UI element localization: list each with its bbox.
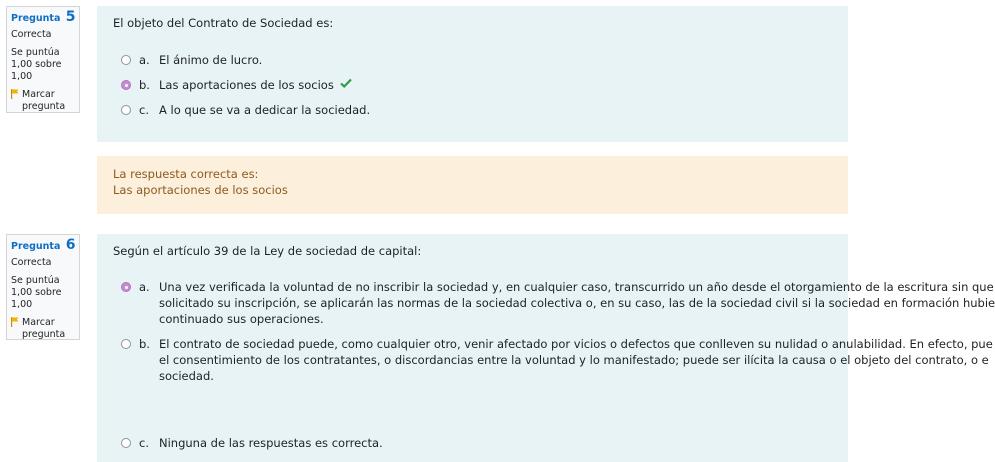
question-text: El objeto del Contrato de Sociedad es: [113, 16, 334, 30]
flag-icon [11, 89, 19, 103]
option-letter: c. [139, 103, 149, 117]
option-letter: c. [139, 436, 149, 450]
radio-button[interactable] [121, 55, 131, 65]
answer-option-a[interactable] [121, 52, 848, 68]
option-text [159, 279, 995, 327]
question-number-value: 5 [65, 9, 76, 25]
option-text: Las aportaciones de los socios [159, 78, 334, 92]
feedback-answer: Las aportaciones de los socios [113, 183, 288, 197]
question-content-5 [97, 6, 848, 142]
question-grade: Se puntúa 1,00 sobre 1,00 [11, 275, 62, 310]
question-label: Pregunta [11, 241, 61, 252]
option-letter: a. [139, 53, 150, 67]
question-label: Pregunta [11, 13, 61, 24]
answer-option-a[interactable] [121, 279, 995, 327]
question-state: Correcta [11, 257, 52, 268]
question-number-5 [11, 11, 79, 25]
answer-option-b[interactable] [121, 336, 993, 384]
radio-button-selected[interactable] [121, 282, 131, 292]
option-text-line: sociedad. [159, 369, 214, 383]
flag-question-link[interactable] [11, 317, 79, 341]
feedback-title: La respuesta correcta es: [113, 167, 259, 181]
option-letter: a. [139, 280, 150, 294]
option-text-line: el consentimiento de los contratantes, o discordancias entre la voluntad y lo manifestado; puede ser ilícita la causa o el objeto del contrato, o e [159, 353, 989, 367]
flag-icon [11, 317, 19, 331]
flag-label[interactable]: Marcar pregunta [22, 317, 66, 340]
question-number-6 [11, 239, 79, 253]
option-text-line: El contrato de sociedad puede, como cualquier otro, venir afectado por vicios o defectos que conlleven su nulidad o anulabilidad. En efecto, pue [159, 337, 993, 351]
question-number-value: 6 [65, 237, 76, 253]
option-text-line: solicitado su inscripción, se aplicarán las normas de la sociedad colectiva o, en su caso, las de la sociedad civil si la sociedad en formación hubie [159, 296, 995, 310]
question-grade: Se puntúa 1,00 sobre 1,00 [11, 47, 62, 82]
question-info-6 [6, 234, 80, 340]
option-text: Ninguna de las respuestas es correcta. [159, 436, 383, 450]
option-text: El ánimo de lucro. [159, 53, 263, 67]
question-content-6 [97, 234, 995, 462]
radio-button-selected[interactable] [121, 80, 131, 90]
option-text-line: Una vez verificada la voluntad de no inscribir la sociedad y, en cualquier caso, transcurrido un año desde el otorgamiento de la escritura sin que [159, 280, 994, 294]
radio-button[interactable] [121, 105, 131, 115]
question-info-5 [6, 6, 80, 113]
answer-option-b[interactable] [121, 77, 848, 93]
flag-question-link[interactable] [11, 89, 79, 113]
question-text: Según el artículo 39 de la Ley de sociedad de capital: [113, 244, 422, 258]
correct-answer-feedback [97, 156, 848, 214]
option-letter: b. [139, 337, 150, 351]
answer-option-c[interactable] [121, 102, 848, 118]
flag-label[interactable]: Marcar pregunta [22, 89, 66, 112]
option-letter: b. [139, 78, 150, 92]
radio-button[interactable] [121, 339, 131, 349]
question-state: Correcta [11, 29, 52, 40]
radio-button[interactable] [121, 438, 131, 448]
option-text [159, 336, 993, 384]
option-text-line: continuado sus operaciones. [159, 312, 324, 326]
option-text: A lo que se va a dedicar la sociedad. [159, 103, 371, 117]
check-icon [340, 77, 352, 93]
answer-option-c[interactable] [121, 435, 848, 451]
